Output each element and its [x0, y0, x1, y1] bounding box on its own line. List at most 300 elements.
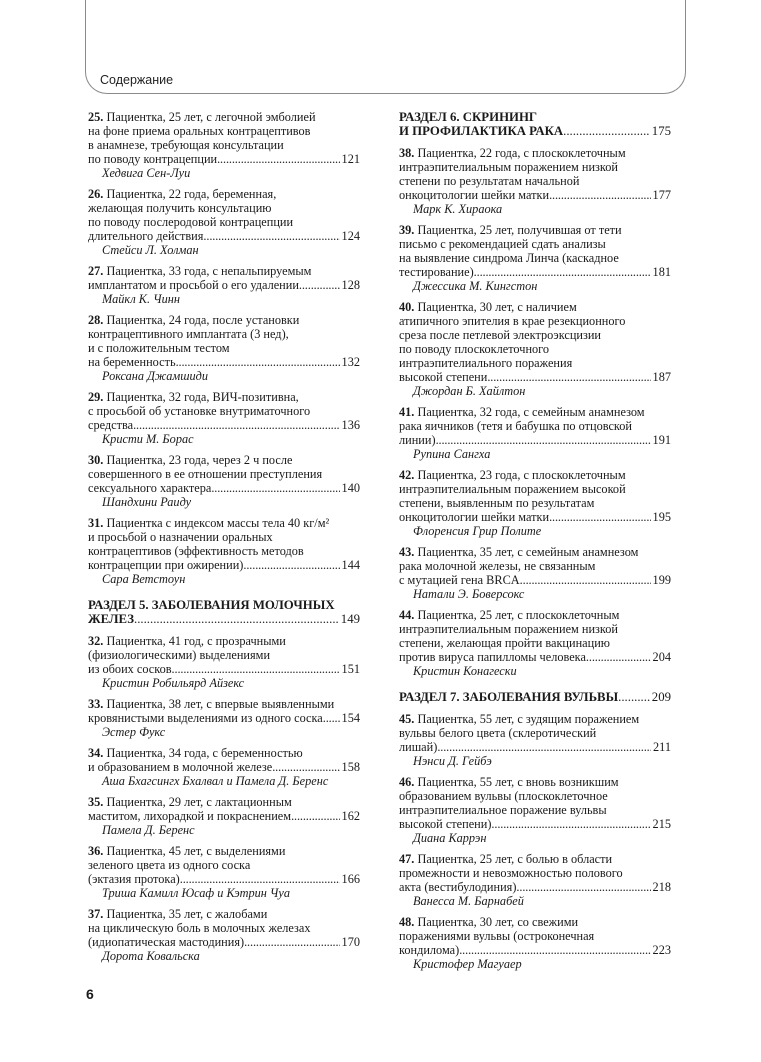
toc-entry[interactable] [88, 844, 360, 900]
dot-leader [474, 265, 651, 279]
entry-page-number[interactable]: 177 [652, 188, 671, 202]
entry-title-text: РАЗДЕЛ 5. ЗАБОЛЕВАНИЯ МОЛОЧНЫХ [88, 598, 335, 612]
dot-leader [291, 809, 339, 823]
entry-author: Натали Э. Боверсокс [413, 587, 525, 601]
entry-page-number[interactable]: 175 [651, 124, 671, 138]
entry-title-text: Пациентка, 24 года, после установки [106, 313, 300, 327]
toc-entry-line [399, 300, 671, 314]
entry-author: Марк К. Хираока [413, 202, 503, 216]
toc-entry-line [399, 929, 671, 943]
toc-entry-line [88, 187, 360, 201]
dot-leader [272, 760, 339, 774]
entry-title-text: высокой степени) [399, 817, 492, 831]
entry-author: Джессика М. Кингстон [413, 279, 538, 293]
entry-title-text: (идиопатическая мастодиния) [88, 935, 245, 949]
page-number: 6 [86, 986, 94, 1002]
dot-leader [516, 880, 650, 894]
entry-author: Стейси Л. Холман [102, 243, 199, 257]
toc-entry[interactable] [88, 390, 360, 446]
toc-entry-line [399, 223, 671, 237]
entry-title-text: Пациентка, 32 года, с семейным анамнезом [417, 405, 645, 419]
entry-title-text: вульвы белого цвета (склеротический [399, 726, 597, 740]
entry-title-text: Пациентка, 22 года, с плоскоклеточным [417, 146, 626, 160]
toc-entry-line [88, 921, 360, 935]
entry-page-number[interactable]: 162 [341, 809, 360, 823]
entry-number: 31. [88, 516, 104, 530]
entry-page-number[interactable]: 136 [341, 418, 360, 432]
dot-leader [243, 558, 339, 572]
entry-title-text: контрацепции при ожирении) [88, 558, 244, 572]
dot-leader [437, 740, 651, 754]
entry-title-text: атипичного эпителия в крае резекционного [399, 314, 626, 328]
toc-entry-line [88, 844, 360, 858]
toc-entry[interactable] [88, 907, 360, 963]
toc-entry-line [399, 468, 671, 482]
entry-title-text: Пациентка с индексом массы тела 40 кг/м² [106, 516, 330, 530]
toc-leader-line [88, 152, 360, 166]
entry-title-text: имплантатом и просьбой о его удалении [88, 278, 299, 292]
entry-title-text: длительного действия [88, 229, 204, 243]
toc-entry-line [399, 237, 671, 251]
entry-title-text: РАЗДЕЛ 7. ЗАБОЛЕВАНИЯ ВУЛЬВЫ [399, 690, 619, 704]
toc-entry[interactable] [88, 746, 360, 788]
toc-leader-line [88, 481, 360, 495]
toc-entry-line [88, 110, 360, 124]
entry-number: 39. [399, 223, 415, 237]
entry-page-number[interactable]: 166 [341, 872, 360, 886]
entry-title-text: Пациентка, 41 год, с прозрачными [106, 634, 286, 648]
toc-leader-line [399, 740, 671, 754]
entry-title-text: с просьбой об установке внутриматочного [88, 404, 311, 418]
dot-leader [520, 573, 651, 587]
entry-author: Эстер Фукс [102, 725, 166, 739]
entry-title-text: в анамнезе, требующая консультации [88, 138, 284, 152]
dot-leader [618, 690, 650, 704]
entry-number: 33. [88, 697, 104, 711]
entry-title-text: Пациентка, 35 лет, с семейным анамнезом [417, 545, 639, 559]
entry-title-text: на циклическую боль в молочных железах [88, 921, 311, 935]
toc-entry-line [399, 174, 671, 188]
toc-leader-line [88, 355, 360, 369]
dot-leader [549, 510, 650, 524]
toc-section-heading[interactable] [399, 110, 671, 138]
toc-leader-line [88, 760, 360, 774]
toc-entry-line [88, 634, 360, 648]
toc-entry-line [88, 858, 360, 872]
toc-entry[interactable] [399, 223, 671, 293]
toc-entry[interactable] [88, 516, 360, 586]
entry-author: Кристин Конагески [413, 664, 517, 678]
entry-title-text: (физиологическими) выделениями [88, 648, 271, 662]
entry-title-text: Пациентка, 25 лет, получившая от тети [417, 223, 622, 237]
toc-leader-line [399, 880, 671, 894]
toc-entry-line [88, 530, 360, 544]
toc-entry[interactable] [88, 264, 360, 306]
toc-entry-line [399, 852, 671, 866]
toc-entry-line [88, 313, 360, 327]
toc-entry[interactable] [399, 775, 671, 845]
toc-entry-line [88, 648, 360, 662]
toc-entry-line [399, 789, 671, 803]
entry-page-number[interactable]: 128 [341, 278, 360, 292]
toc-section-heading[interactable] [399, 690, 671, 704]
entry-title-text: Пациентка, 25 лет, с болью в области [417, 852, 613, 866]
entry-title-text: рака яичников (тетя и бабушка по отцовской [399, 419, 633, 433]
entry-title-text: совершенного в ее отношении преступления [88, 467, 323, 481]
entry-title-text: онкоцитологии шейки матки [399, 188, 550, 202]
entry-page-number[interactable]: 151 [341, 662, 360, 676]
toc-entry[interactable] [399, 608, 671, 678]
toc-entry-line [88, 467, 360, 481]
entry-title-text: из обоих сосков [88, 662, 172, 676]
dot-leader [172, 662, 340, 676]
toc-entry[interactable] [399, 146, 671, 216]
toc-leader-line [399, 573, 671, 587]
toc-leader-line [399, 370, 671, 384]
toc-leader-line [399, 817, 671, 831]
entry-number: 43. [399, 545, 415, 559]
toc-entry[interactable] [88, 313, 360, 383]
entry-title-text: (эктазия протока) [88, 872, 180, 886]
entry-title-text: Пациентка, 29 лет, с лактационным [106, 795, 292, 809]
toc-entry-line [88, 390, 360, 404]
toc-entry-line [88, 327, 360, 341]
entry-title-text: поражениями вульвы (остроконечная [399, 929, 595, 943]
dot-leader [180, 872, 340, 886]
toc-entry[interactable] [88, 110, 360, 180]
entry-title-text: Пациентка, 34 года, с беременностью [106, 746, 303, 760]
toc-entry-line [399, 915, 671, 929]
toc-entry-line [399, 559, 671, 573]
dot-leader [134, 612, 339, 626]
entry-title-text: Пациентка, 22 года, беременная, [106, 187, 277, 201]
entry-number: 29. [88, 390, 104, 404]
toc-leader-line [88, 935, 360, 949]
entry-title-text: по поводу плоскоклеточного [399, 342, 550, 356]
entry-title-text: средства [88, 418, 134, 432]
toc-entry[interactable] [399, 852, 671, 908]
entry-title-text: степени, желающая пройти вакцинацию [399, 636, 610, 650]
entry-title-text: Пациентка, 45 лет, с выделениями [106, 844, 286, 858]
entry-title-text: Пациентка, 32 года, ВИЧ-позитивна, [106, 390, 299, 404]
toc-leader-line [88, 612, 360, 626]
entry-title-text: Пациентка, 55 лет, с вновь возникшим [417, 775, 619, 789]
toc-leader-line [88, 278, 360, 292]
entry-author: Аша Бхагсингх Бхалвал и Памела Д. Беренс [102, 774, 329, 788]
entry-author: Триша Камилл Юсаф и Кэтрин Чуа [102, 886, 291, 900]
entry-number: 34. [88, 746, 104, 760]
entry-title-text: И ПРОФИЛАКТИКА РАКА [399, 124, 564, 138]
entry-title-text: высокой степени [399, 370, 488, 384]
entry-author: Хедвига Сен-Луи [102, 166, 191, 180]
entry-page-number[interactable]: 144 [341, 558, 360, 572]
entry-number: 35. [88, 795, 104, 809]
toc-entry-line [399, 545, 671, 559]
toc-column-right [399, 110, 671, 978]
entry-number: 28. [88, 313, 104, 327]
toc-leader-line [88, 229, 360, 243]
entry-title-text: сексуального характера [88, 481, 212, 495]
entry-title-text: интраэпителиальным поражением низкой [399, 160, 618, 174]
entry-title-text: на фоне приема оральных контрацептивов [88, 124, 311, 138]
toc-entry-line [399, 160, 671, 174]
entry-page-number[interactable]: 140 [341, 481, 360, 495]
dot-leader [563, 124, 650, 138]
entry-title-text: по поводу контрацепции [88, 152, 218, 166]
toc-entry[interactable] [88, 697, 360, 739]
toc-leader-line [399, 650, 671, 664]
toc-entry-line [88, 907, 360, 921]
dot-leader [491, 817, 650, 831]
entry-author: Памела Д. Беренс [102, 823, 195, 837]
entry-number: 48. [399, 915, 415, 929]
entry-author: Дорота Ковальска [102, 949, 200, 963]
toc-entry-line [399, 342, 671, 356]
entry-page-number[interactable]: 181 [652, 265, 671, 279]
toc-entry-line [399, 482, 671, 496]
toc-entry-line [88, 544, 360, 558]
entry-title-text: среза после петлевой электроэксцизии [399, 328, 602, 342]
toc-entry[interactable] [399, 915, 671, 971]
entry-title-text: письмо с рекомендацией сдать анализы [399, 237, 606, 251]
entry-title-text: РАЗДЕЛ 6. СКРИНИНГ [399, 110, 538, 124]
dot-leader [459, 943, 650, 957]
entry-number: 32. [88, 634, 104, 648]
toc-entry-line [399, 636, 671, 650]
entry-title-text: зеленого цвета из одного соска [88, 858, 251, 872]
entry-title-text: Пациентка, 55 лет, с зудящим поражением [417, 712, 640, 726]
dot-leader [176, 355, 340, 369]
toc-leader-line [399, 188, 671, 202]
dot-leader [299, 278, 340, 292]
header-frame [85, 0, 686, 94]
dot-leader [436, 433, 651, 447]
entry-title-text: интраэпителиальным поражением низкой [399, 622, 618, 636]
toc-entry-line [399, 419, 671, 433]
entry-number: 25. [88, 110, 104, 124]
dot-leader [549, 188, 650, 202]
entry-title-text: интраэпителиальное поражение вульвы [399, 803, 607, 817]
entry-title-text: на выявление синдрома Линча (каскадное [399, 251, 619, 265]
entry-title-text: акта (вестибулодиния) [399, 880, 517, 894]
toc-entry-line [88, 404, 360, 418]
entry-title-text: Пациентка, 30 лет, с наличием [417, 300, 577, 314]
entry-page-number[interactable]: 191 [652, 433, 671, 447]
entry-title-text: ЖЕЛЕЗ [88, 612, 135, 626]
toc-leader-line [88, 711, 360, 725]
toc-entry-line [88, 215, 360, 229]
entry-number: 27. [88, 264, 104, 278]
entry-page-number[interactable]: 132 [341, 355, 360, 369]
entry-title-text: маститом, лихорадкой и покраснением [88, 809, 292, 823]
entry-page-number[interactable]: 158 [341, 760, 360, 774]
entry-page-number[interactable]: 121 [341, 152, 360, 166]
toc-entry[interactable] [399, 468, 671, 538]
toc-entry-line [88, 746, 360, 760]
toc-entry-line [399, 608, 671, 622]
toc-entry-line [399, 726, 671, 740]
entry-title-text: Пациентка, 25 лет, с легочной эмболией [106, 110, 316, 124]
entry-title-text: промежности и невозможностью полового [399, 866, 623, 880]
toc-entry-line [88, 598, 360, 612]
entry-number: 26. [88, 187, 104, 201]
entry-title-text: Пациентка, 23 года, через 2 ч после [106, 453, 293, 467]
dot-leader [487, 370, 650, 384]
toc-entry-line [399, 356, 671, 370]
entry-page-number[interactable]: 149 [340, 612, 360, 626]
toc-entry-line [399, 328, 671, 342]
entry-title-text: на беременность [88, 355, 176, 369]
entry-title-text: лишай) [399, 740, 438, 754]
entry-title-text: Пациентка, 25 лет, с плоскоклеточным [417, 608, 620, 622]
entry-page-number[interactable]: 187 [652, 370, 671, 384]
entry-page-number[interactable]: 223 [652, 943, 671, 957]
toc-entry-line [88, 697, 360, 711]
entry-title-text: рака молочной железы, не связанным [399, 559, 596, 573]
entry-title-text: желающая получить консультацию [88, 201, 272, 215]
entry-author: Диана Каррэн [413, 831, 487, 845]
toc-entry[interactable] [399, 545, 671, 601]
entry-page-number[interactable]: 195 [652, 510, 671, 524]
toc-entry-line [399, 146, 671, 160]
entry-number: 38. [399, 146, 415, 160]
entry-title-text: Пациентка, 38 лет, с впервые выявленными [106, 697, 335, 711]
toc-leader-line [88, 872, 360, 886]
entry-page-number[interactable]: 218 [652, 880, 671, 894]
entry-number: 44. [399, 608, 415, 622]
dot-leader [586, 650, 651, 664]
toc-entry[interactable] [88, 795, 360, 837]
entry-title-text: контрацептивного имплантата (3 нед), [88, 327, 289, 341]
dot-leader [133, 418, 339, 432]
toc-entry-line [399, 110, 671, 124]
toc-leader-line [88, 418, 360, 432]
entry-number: 47. [399, 852, 415, 866]
toc-section-heading[interactable] [88, 598, 360, 626]
toc-leader-line [399, 943, 671, 957]
entry-title-text: онкоцитологии шейки матки [399, 510, 550, 524]
entry-number: 42. [399, 468, 415, 482]
toc-entry[interactable] [88, 187, 360, 257]
dot-leader [323, 711, 340, 725]
toc-entry-line [399, 496, 671, 510]
toc-entry[interactable] [399, 712, 671, 768]
entry-author: Рупина Сангха [413, 447, 491, 461]
entry-page-number[interactable]: 209 [651, 690, 671, 704]
entry-author: Сара Ветстоун [102, 572, 186, 586]
entry-author: Джордан Б. Хайлтон [413, 384, 526, 398]
entry-title-text: против вируса папилломы человека [399, 650, 586, 664]
entry-title-text: контрацептивов (эффективность методов [88, 544, 304, 558]
entry-page-number[interactable]: 211 [653, 740, 671, 754]
toc-entry-line [399, 712, 671, 726]
entry-page-number[interactable]: 199 [652, 573, 671, 587]
toc-leader-line [399, 433, 671, 447]
toc-leader-line [399, 124, 671, 138]
entry-author: Шандхини Раиду [102, 495, 192, 509]
dot-leader [217, 152, 339, 166]
toc-entry-line [88, 795, 360, 809]
entry-number: 41. [399, 405, 415, 419]
toc-leader-line [88, 558, 360, 572]
entry-page-number[interactable]: 154 [341, 711, 360, 725]
toc-entry-line [399, 775, 671, 789]
entry-number: 46. [399, 775, 415, 789]
entry-title-text: и просьбой о назначении оральных [88, 530, 273, 544]
entry-title-text: степени по результатам начальной [399, 174, 580, 188]
toc-entry[interactable] [88, 453, 360, 509]
entry-number: 36. [88, 844, 104, 858]
entry-title-text: Пациентка, 35 лет, с жалобами [106, 907, 268, 921]
dot-leader [211, 481, 339, 495]
entry-author: Майкл К. Чинн [102, 292, 180, 306]
toc-entry-line [399, 251, 671, 265]
entry-title-text: линии) [399, 433, 436, 447]
toc-entry[interactable] [399, 405, 671, 461]
entry-title-text: тестирование) [399, 265, 474, 279]
toc-entry-line [88, 516, 360, 530]
entry-author: Ванесса М. Барнабей [413, 894, 524, 908]
entry-number: 40. [399, 300, 415, 314]
toc-leader-line [399, 510, 671, 524]
toc-entry[interactable] [399, 300, 671, 398]
entry-title-text: образованием вульвы (плоскоклеточное [399, 789, 608, 803]
dot-leader [244, 935, 339, 949]
toc-entry[interactable] [88, 634, 360, 690]
entry-page-number[interactable]: 204 [652, 650, 671, 664]
entry-number: 37. [88, 907, 104, 921]
entry-author: Нэнси Д. Гейбэ [413, 754, 492, 768]
entry-author: Кристи М. Борас [102, 432, 194, 446]
toc-entry-line [88, 453, 360, 467]
entry-author: Флоренсия Грир Полите [413, 524, 542, 538]
entry-title-text: с мутацией гена BRCA [399, 573, 520, 587]
entry-title-text: кровянистыми выделениями из одного соска [88, 711, 323, 725]
entry-title-text: интраэпителиального поражения [399, 356, 573, 370]
entry-title-text: Пациентка, 23 года, с плоскоклеточным [417, 468, 626, 482]
entry-number: 30. [88, 453, 104, 467]
toc-entry-line [399, 622, 671, 636]
toc-entry-line [399, 866, 671, 880]
toc-leader-line [399, 690, 671, 704]
entry-title-text: кондилома) [399, 943, 460, 957]
entry-page-number[interactable]: 170 [341, 935, 360, 949]
toc-leader-line [88, 809, 360, 823]
entry-author: Роксана Джамшиди [102, 369, 209, 383]
toc-entry-line [88, 124, 360, 138]
toc-entry-line [399, 314, 671, 328]
entry-title-text: по поводу послеродовой контрацепции [88, 215, 294, 229]
entry-title-text: Пациентка, 33 года, с непальпируемым [106, 264, 312, 278]
toc-entry-line [88, 341, 360, 355]
entry-title-text: и с положительным тестом [88, 341, 230, 355]
toc-entry-line [399, 405, 671, 419]
entry-page-number[interactable]: 215 [652, 817, 671, 831]
toc-entry-line [88, 264, 360, 278]
toc-entry-line [88, 201, 360, 215]
entry-title-text: и образованием в молочной железе [88, 760, 273, 774]
entry-author: Кристин Робильярд Айзекс [102, 676, 245, 690]
toc-entry-line [399, 803, 671, 817]
entry-page-number[interactable]: 124 [341, 229, 360, 243]
toc-leader-line [88, 662, 360, 676]
entry-title-text: интраэпителиальным поражением высокой [399, 482, 626, 496]
entry-title-text: Пациентка, 30 лет, со свежими [417, 915, 579, 929]
entry-author: Кристофер Магуаер [413, 957, 522, 971]
toc-column-left [88, 110, 360, 970]
entry-title-text: степени, выявленным по результатам [399, 496, 595, 510]
page-header-title: Содержание [100, 73, 174, 87]
